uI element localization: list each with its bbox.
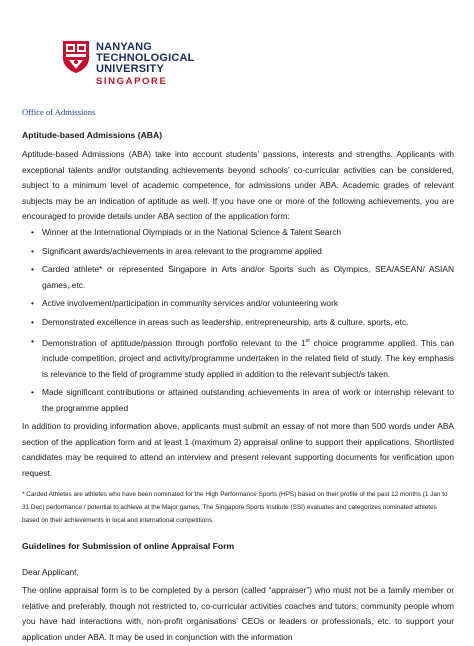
list-item: • Made significant contributions or attained outstanding achievements in area of work or internship relevant to the programme applied <box>22 385 454 416</box>
list-item: • Active involvement/participation in community services and/or volunteering work <box>22 296 454 312</box>
bullet6-superscript: st <box>305 337 310 344</box>
logo-line-2: TECHNOLOGICAL <box>96 52 195 64</box>
logo-line-1: NANYANG <box>96 41 153 53</box>
achievement-list <box>22 225 454 416</box>
aba-intro: Aptitude-based Admissions (ABA) take into account students’ passions, interests and strengths. Applicants with exceptional talents and/or outstanding achievements beyond schools’ co-curricular activities can be considered, subject to a minimum level of academic competence, for admissions under ABA. Academic grades of relevant subjects may be an indication of aptitude as well. If you have one or more of the following achievements, you are encouraged to provide details under ABA section of the application form: <box>22 149 454 222</box>
logo-line-4: SINGAPORE <box>96 76 168 87</box>
bullet6-text-post: choice programme applied. This can include competition, project and activity/programme undertaken in the related field of study. The key emphasis is relevance to the field of programme study applied in addition to the relevant subject/s taken. <box>42 337 454 379</box>
bullet6-text-pre: Demonstration of aptitude/passion through portfolio relevant to the 1 <box>42 337 306 348</box>
office-of-admissions: Office of Admissions <box>22 107 96 117</box>
list-item: • Demonstrated excellence in areas such as leadership, entrepreneurship, arts & culture, sports, etc. <box>22 315 454 331</box>
logo-wordmark <box>96 42 195 87</box>
aba-closing: In addition to providing information above, applicants must submit an essay of not more than 500 words under ABA section of the application form and at least 1 (maximum 2) appraisal online to support their applications. Shortlisted candidates may be required to attend an interview and present relevant supporting documents for verification upon request. <box>22 421 454 479</box>
guidelines-body: The online appraisal form is to be completed by a person (called “appraiser”) who must not be a family member or relative and preferably, though not restricted to, co-curricular activities coaches and tutors, community people whom you have had interactions with, non-profit organisations’ CEOs or leaders or professionals, etc. to support your application under ABA. It may be used in conjunction with the information <box>22 585 454 643</box>
salutation: Dear Applicant, <box>22 566 79 577</box>
ntu-logo <box>62 40 212 90</box>
list-item <box>22 334 454 383</box>
list-item: • Carded athlete* or represented Singapore in Arts and/or Sports such as Olympics, SEA/ASEAN/ ASIAN games, etc. <box>22 262 454 293</box>
document-body <box>22 107 454 646</box>
ntu-crest-icon <box>62 40 90 74</box>
footnote: * Carded Athletes are athletes who have been nominated for the High Performance Sports (HPS) based on their profile of the past 12 months (1 Jan to 31 Dec) performance / potential to achieve at the Major games. The Singapore Sports Institute (SSI) evaluates and categorizes nominated athletes based on their achievements in local and international competitions. <box>22 490 448 524</box>
guidelines-heading: Guidelines for Submission of online Appraisal Form <box>22 540 235 551</box>
aba-heading: Aptitude-based Admissions (ABA) <box>22 130 163 140</box>
list-item: • Winner at the International Olympiads or in the National Science & Talent Search <box>22 225 454 241</box>
logo-line-3: UNIVERSITY <box>96 63 165 75</box>
list-item: • Significant awards/achievements in area relevant to the programme applied <box>22 244 454 260</box>
